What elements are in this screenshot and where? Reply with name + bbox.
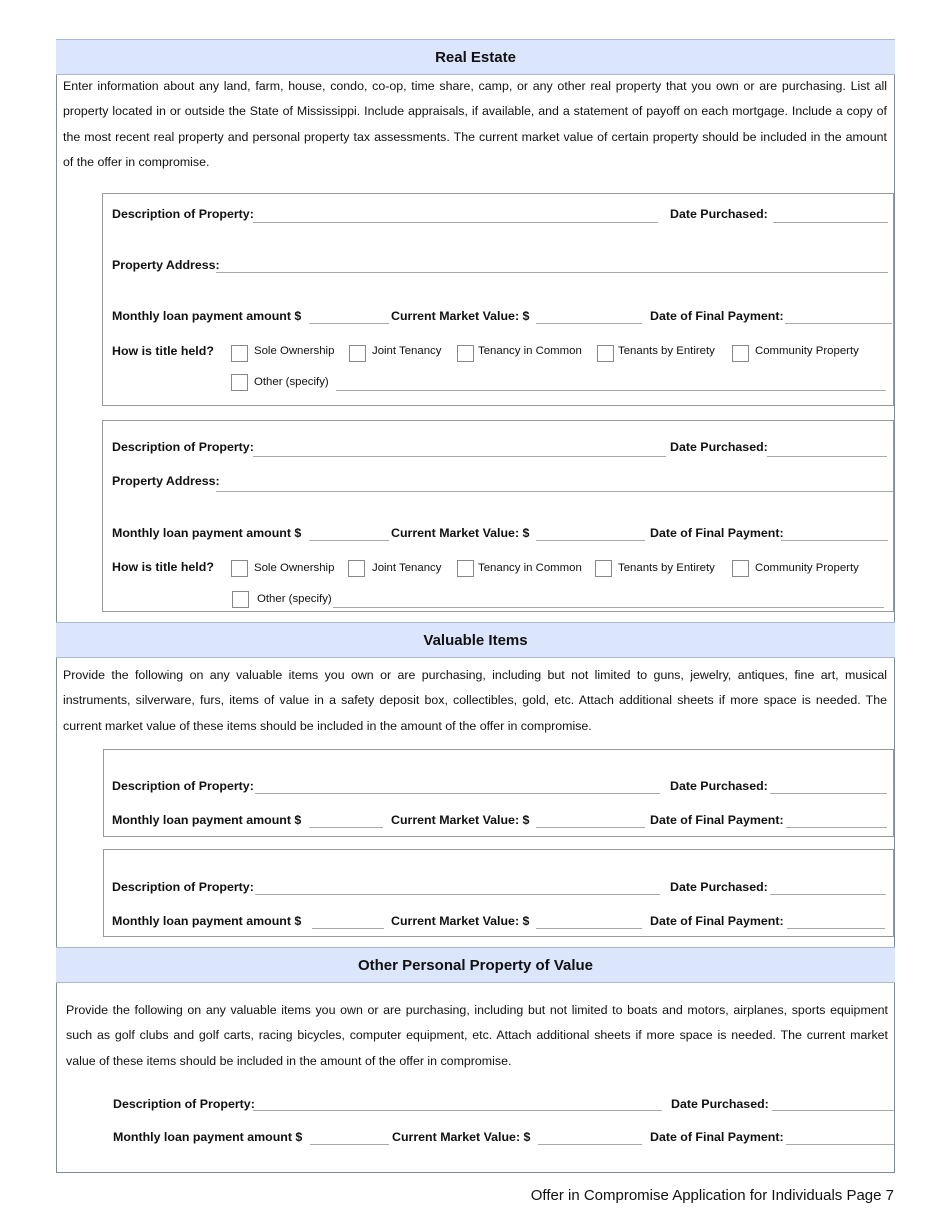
date-final-field[interactable] [787, 928, 885, 929]
tenancy-in-common-checkbox[interactable] [457, 345, 474, 362]
date-purchased-label: Date Purchased: [671, 1097, 769, 1111]
real-estate-header: Real Estate [56, 39, 895, 75]
monthly-loan-label: Monthly loan payment amount $ [112, 914, 302, 928]
description-field[interactable] [253, 456, 666, 457]
monthly-loan-field[interactable] [309, 827, 383, 828]
monthly-loan-field[interactable] [309, 323, 389, 324]
date-final-label: Date of Final Payment: [650, 1130, 784, 1144]
description-label: Description of Property: [113, 1097, 255, 1111]
property-address-label: Property Address: [112, 258, 220, 272]
description-label: Description of Property: [112, 440, 254, 454]
community-property-label: Community Property [755, 562, 859, 574]
sole-ownership-label: Sole Ownership [254, 562, 335, 574]
date-purchased-label: Date Purchased: [670, 880, 768, 894]
tenants-by-entirety-label: Tenants by Entirety [618, 345, 715, 357]
other-specify-checkbox[interactable] [232, 591, 249, 608]
description-field[interactable] [253, 222, 658, 223]
tenants-by-entirety-checkbox[interactable] [595, 560, 612, 577]
monthly-loan-field[interactable] [310, 1144, 389, 1145]
description-field[interactable] [255, 793, 660, 794]
monthly-loan-label: Monthly loan payment amount $ [112, 526, 302, 540]
community-property-checkbox[interactable] [732, 345, 749, 362]
tenants-by-entirety-label: Tenants by Entirety [618, 562, 715, 574]
tenants-by-entirety-checkbox[interactable] [597, 345, 614, 362]
other-specify-label: Other (specify) [254, 376, 329, 388]
monthly-loan-label: Monthly loan payment amount $ [112, 309, 302, 323]
other-property-intro: Provide the following on any valuable items you own or are purchasing, including but not limited to boats and motors, airplanes, sports equipment such as golf clubs and golf carts, racing bicycles, computer equipment, etc. Attach additional sheets if more space is needed. The current market value of these items should be included in the amount of the offer in compromise. [66, 1003, 888, 1068]
other-specify-label: Other (specify) [257, 593, 332, 605]
joint-tenancy-checkbox[interactable] [348, 560, 365, 577]
date-purchased-field[interactable] [772, 1110, 894, 1111]
date-purchased-field[interactable] [770, 793, 887, 794]
valuable-items-header: Valuable Items [56, 622, 895, 658]
community-property-checkbox[interactable] [732, 560, 749, 577]
title-held-label: How is title held? [112, 560, 214, 574]
tenancy-in-common-label: Tenancy in Common [478, 562, 582, 574]
title-held-label: How is title held? [112, 344, 214, 358]
date-purchased-label: Date Purchased: [670, 779, 768, 793]
date-final-label: Date of Final Payment: [650, 813, 784, 827]
joint-tenancy-checkbox[interactable] [349, 345, 366, 362]
monthly-loan-field[interactable] [312, 928, 384, 929]
monthly-loan-label: Monthly loan payment amount $ [112, 813, 302, 827]
property-address-label: Property Address: [112, 474, 220, 488]
description-field[interactable] [255, 894, 660, 895]
description-label: Description of Property: [112, 779, 254, 793]
date-final-field[interactable] [785, 323, 892, 324]
other-specify-checkbox[interactable] [231, 374, 248, 391]
current-market-label: Current Market Value: $ [391, 309, 530, 323]
property-address-field[interactable] [216, 491, 893, 492]
current-market-label: Current Market Value: $ [392, 1130, 531, 1144]
tenancy-in-common-checkbox[interactable] [457, 560, 474, 577]
description-label: Description of Property: [112, 207, 254, 221]
current-market-field[interactable] [536, 540, 645, 541]
description-field[interactable] [253, 1110, 662, 1111]
date-purchased-field[interactable] [770, 894, 886, 895]
date-final-field[interactable] [781, 540, 888, 541]
current-market-field[interactable] [538, 1144, 642, 1145]
current-market-label: Current Market Value: $ [391, 813, 530, 827]
date-purchased-field[interactable] [773, 222, 888, 223]
property-address-field[interactable] [216, 272, 888, 273]
monthly-loan-label: Monthly loan payment amount $ [113, 1130, 303, 1144]
current-market-field[interactable] [536, 323, 642, 324]
sole-ownership-label: Sole Ownership [254, 345, 335, 357]
current-market-label: Current Market Value: $ [391, 914, 530, 928]
date-purchased-label: Date Purchased: [670, 440, 768, 454]
date-final-field[interactable] [786, 827, 887, 828]
date-final-label: Date of Final Payment: [650, 914, 784, 928]
valuable-items-intro: Provide the following on any valuable items you own or are purchasing, including but not limited to guns, jewelry, antiques, fine art, musical instruments, silverware, furs, items of value in a safety deposit box, collectibles, gold, etc. Attach additional sheets if more space is needed. The current market value of these items should be included in the amount of the offer in compromise. [63, 668, 887, 733]
other-specify-field[interactable] [336, 390, 886, 391]
current-market-field[interactable] [536, 827, 645, 828]
tenancy-in-common-label: Tenancy in Common [478, 345, 582, 357]
other-property-header: Other Personal Property of Value [56, 947, 895, 983]
monthly-loan-field[interactable] [309, 540, 389, 541]
date-final-label: Date of Final Payment: [650, 526, 784, 540]
current-market-label: Current Market Value: $ [391, 526, 530, 540]
real-estate-property-1 [102, 193, 894, 406]
date-purchased-label: Date Purchased: [670, 207, 768, 221]
joint-tenancy-label: Joint Tenancy [372, 562, 442, 574]
date-final-field[interactable] [786, 1144, 894, 1145]
other-specify-field[interactable] [333, 607, 884, 608]
joint-tenancy-label: Joint Tenancy [372, 345, 442, 357]
date-final-label: Date of Final Payment: [650, 309, 784, 323]
community-property-label: Community Property [755, 345, 859, 357]
sole-ownership-checkbox[interactable] [231, 345, 248, 362]
real-estate-intro: Enter information about any land, farm, house, condo, co-op, time share, camp, or any other real property that you own or are purchasing. List all property located in or outside the State of Mississippi. Include appraisals, if available, and a statement of payoff on each mortgage. Include a copy of the most recent real property and personal property tax assessments. The current market value of certain property should be included in the amount of the offer in compromise. [63, 79, 887, 170]
current-market-field[interactable] [536, 928, 642, 929]
date-purchased-field[interactable] [767, 456, 887, 457]
sole-ownership-checkbox[interactable] [231, 560, 248, 577]
page-footer: Offer in Compromise Application for Individuals Page 7 [530, 1187, 894, 1204]
description-label: Description of Property: [112, 880, 254, 894]
